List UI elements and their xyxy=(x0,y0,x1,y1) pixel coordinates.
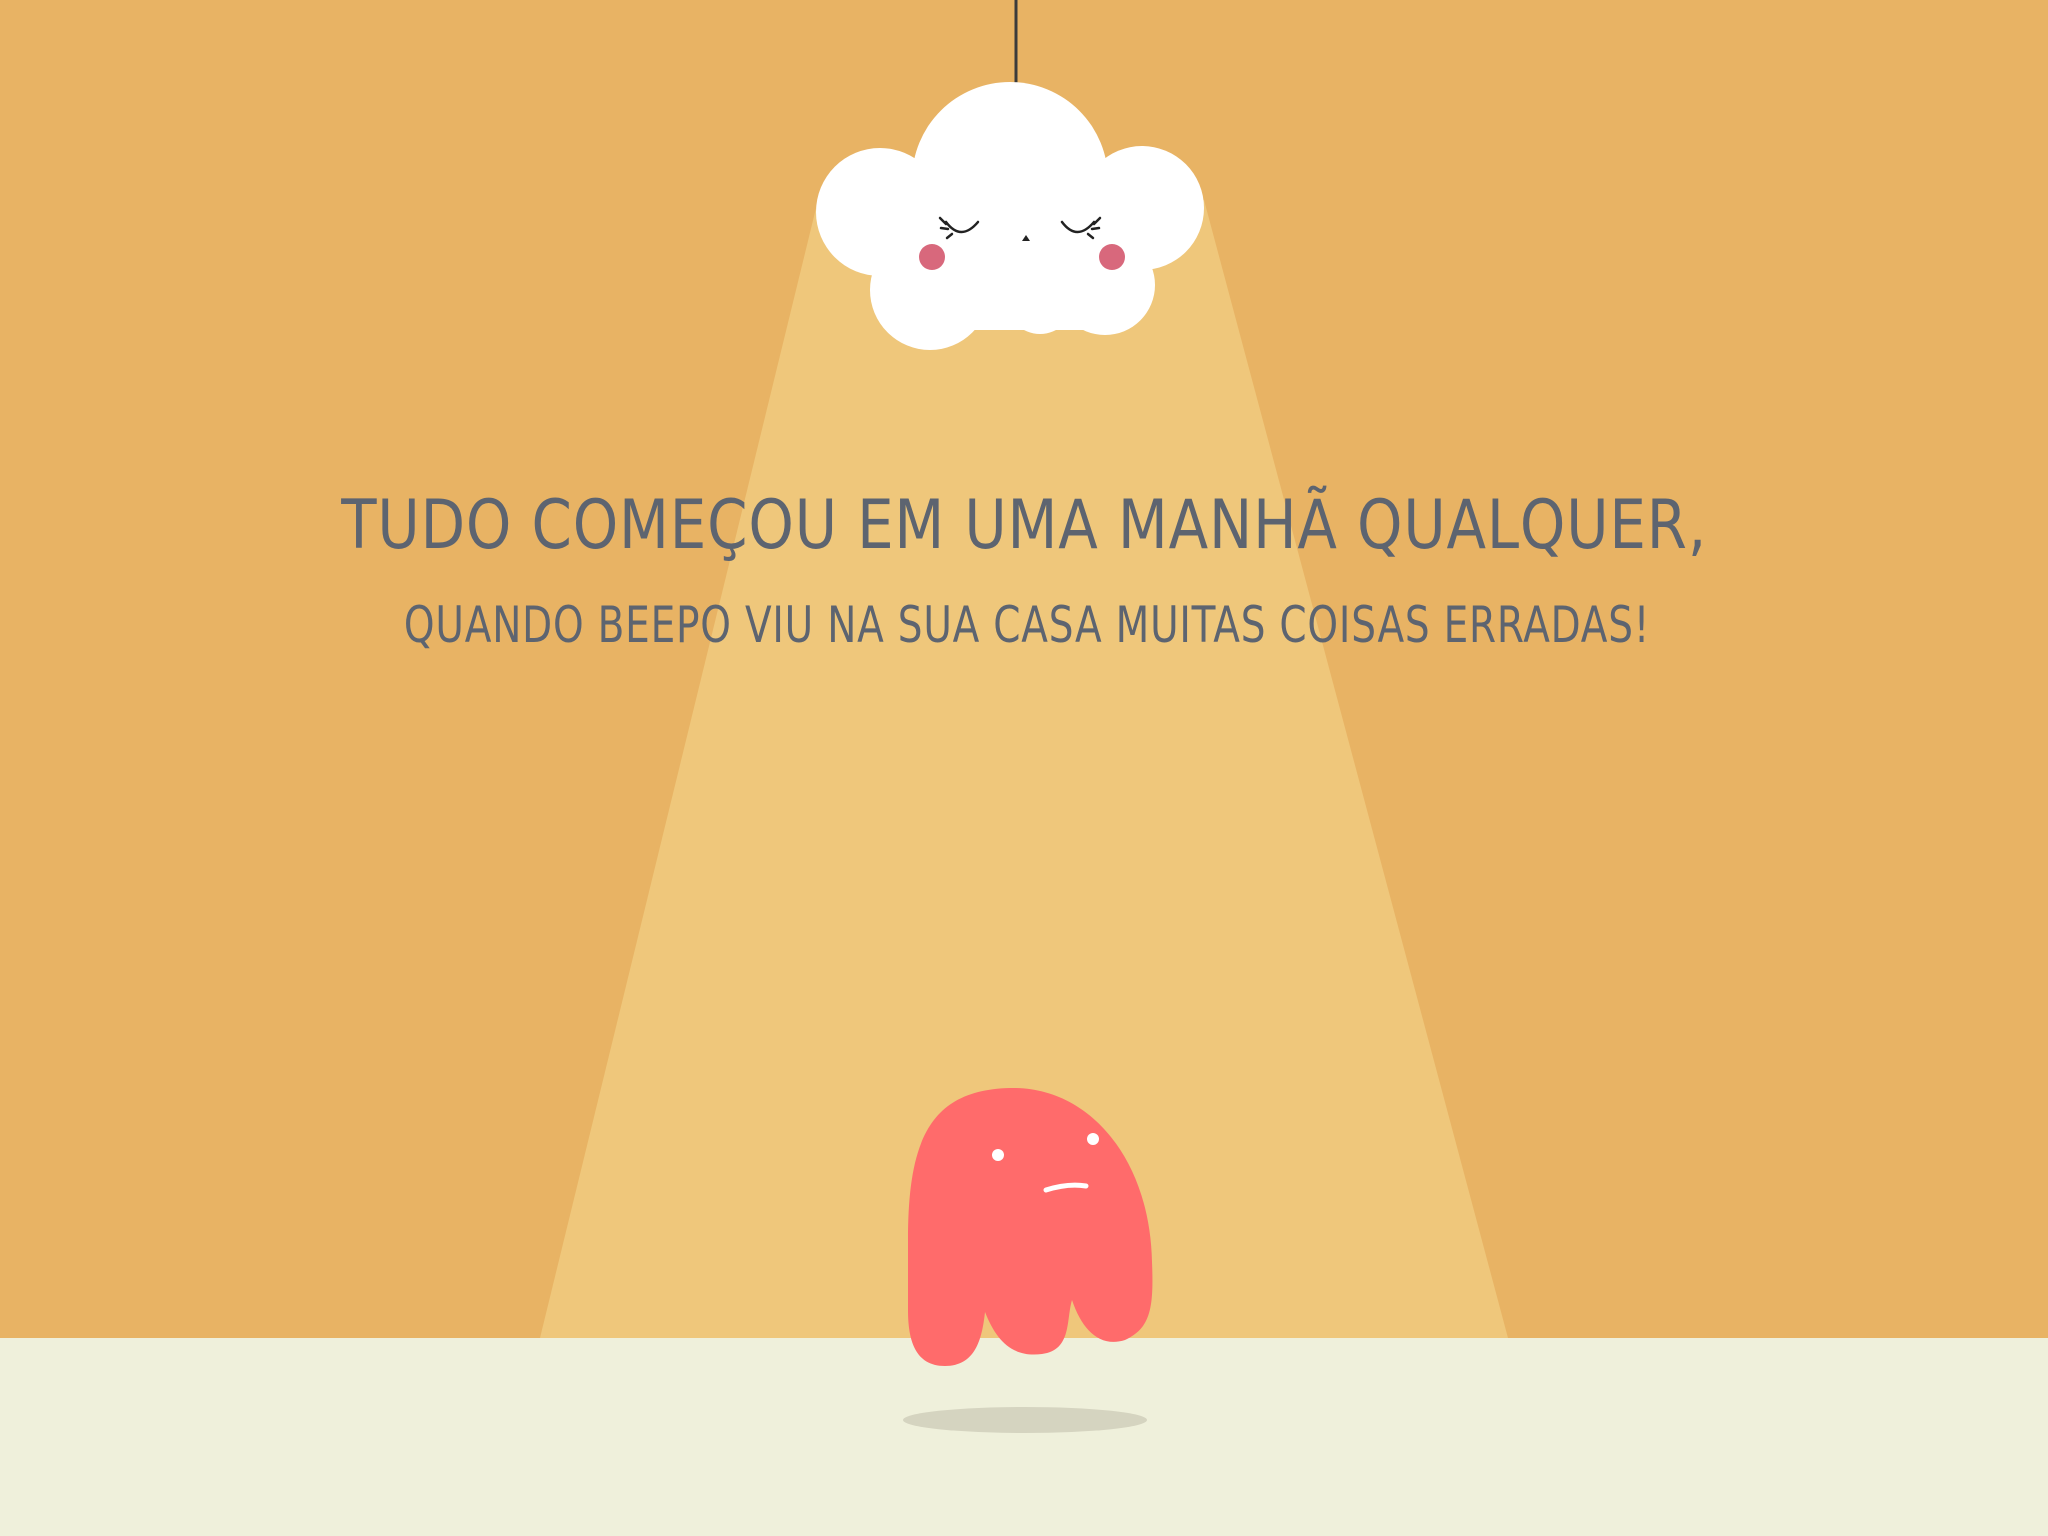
beepo-left-eye xyxy=(992,1149,1004,1161)
cloud-right-cheek xyxy=(1099,244,1125,270)
cloud-left-cheek xyxy=(919,244,945,270)
floor xyxy=(0,1338,2048,1536)
story-line-1: TUDO COMEÇOU EM UMA MANHÃ QUALQUER, xyxy=(341,486,1708,565)
story-line-2: QUANDO BEEPO VIU NA SUA CASA MUITAS COISAS ERRADAS! xyxy=(403,596,1651,654)
beepo-right-eye xyxy=(1087,1133,1099,1145)
beepo-shadow xyxy=(903,1407,1147,1433)
